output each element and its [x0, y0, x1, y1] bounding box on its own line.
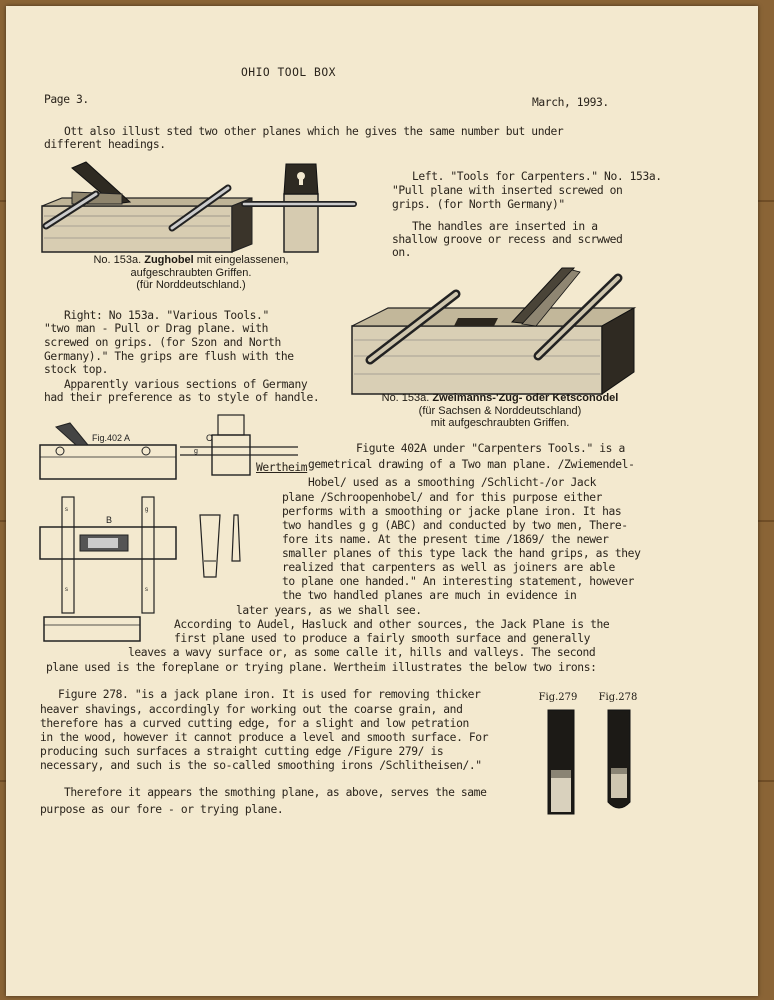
letter-s: s: [65, 587, 68, 593]
body-text: Hobel/ used as a smoothing /Schlicht-/or Jack: [308, 476, 597, 489]
letter-g: g: [145, 507, 149, 513]
caption-text: (für Sachsen & Norddeutschland): [418, 404, 582, 417]
fig278-text: therefore has a curved cutting edge, for a slight and low petration: [40, 717, 469, 730]
body-text: According to Audel, Hasluck and other sources, the Jack Plane is the: [174, 618, 610, 631]
caption-number: No. 153a.: [381, 392, 430, 404]
caption-title: Zughobel: [144, 254, 194, 266]
body-text: Figute 402A under "Carpenters Tools." is a: [356, 442, 625, 455]
letter-b: B: [106, 515, 113, 525]
right-plane-text: "two man - Pull or Drag plane. with: [44, 322, 269, 335]
zughobel-illustration: [32, 154, 372, 254]
left-plane-text: on.: [392, 246, 412, 259]
closing-text: Therefore it appears the smothing plane, as above, serves the same: [64, 786, 487, 799]
document-page: [6, 6, 758, 996]
body-text: smaller planes of this type lack the hand grips, as they: [282, 547, 641, 560]
body-text: gemetrical drawing of a Two man plane. /Zwiemendel-: [308, 458, 635, 471]
letter-s: s: [65, 507, 68, 513]
issue-date: March, 1993.: [532, 96, 609, 109]
newsletter-title: OHIO TOOL BOX: [241, 66, 336, 79]
letter-g: g: [194, 448, 198, 455]
fig278-label: Fig.278: [598, 692, 638, 703]
zweimanns-plane-illustration: [348, 256, 638, 396]
left-plane-text: grips. (for North Germany)": [392, 198, 565, 211]
fig279-label: Fig.279: [538, 692, 578, 703]
intro-line: Ott also illust sted two other planes which he gives the same number but under: [64, 125, 564, 138]
fig278-text: Figure 278. "is a jack plane iron. It is used for removing thicker: [58, 688, 481, 701]
wertheim-source-label: Wertheim: [256, 461, 308, 474]
body-text: plane /Schroopenhobel/ and for this purpose either: [282, 491, 603, 504]
left-plane-text: "Pull plane with inserted screwed on: [392, 184, 623, 197]
zweimanns-caption: [370, 392, 630, 430]
left-plane-text: shallow groove or recess and scrwwed: [392, 233, 623, 246]
body-text: realized that carpenters as well as joiners are able: [282, 561, 615, 574]
caption-title: Zweimanns-'Zug- oder Ketsconodel: [432, 392, 619, 404]
right-plane-text: stock top.: [44, 363, 109, 376]
left-plane-text: Left. "Tools for Carpenters." No. 153a.: [412, 170, 662, 183]
right-plane-text: Right: No 153a. "Various Tools.": [64, 309, 269, 322]
body-text: performs with a smoothing or jacke plane iron. It has: [282, 505, 622, 518]
caption-text: mit aufgeschraubten Griffen.: [430, 417, 570, 429]
left-plane-text: The handles are inserted in a: [412, 220, 598, 233]
fig278-text: producing such surfaces a straight cutting edge /Figure 279/ is: [40, 745, 444, 758]
body-text: plane used is the foreplane or trying plane. Wertheim illustrates the below two irons:: [46, 661, 597, 674]
plane-irons-illustration: [538, 706, 638, 816]
body-text: two handles g g (ABC) and conducted by two men, There-: [282, 519, 628, 532]
caption-text: aufgeschraubten Griffen.: [130, 266, 252, 279]
body-text: to plane one handed." An interesting statement, however: [282, 575, 635, 588]
caption-number: No. 153a.: [93, 254, 142, 266]
right-plane-text: Germany)." The grips are flush with the: [44, 350, 294, 363]
fig278-text: necessary, and such is the so-called smoothing irons /Schlitheisen/.": [40, 759, 482, 772]
right-plane-text: Apparently various sections of Germany: [64, 378, 308, 391]
closing-text: purpose as our fore - or trying plane.: [40, 803, 284, 816]
page-number: Page 3.: [44, 93, 89, 106]
fig278-text: in the wood, however it cannot produce a level and smooth surface. For: [40, 731, 489, 744]
intro-line: different headings.: [44, 138, 166, 151]
right-plane-text: screwed on grips. (for Szon and North: [44, 336, 281, 349]
body-text: leaves a wavy surface or, as some calle it, hills and valleys. The second: [128, 646, 596, 659]
fig402-label: Fig.402 A: [92, 433, 131, 443]
right-plane-text: had their preference as to style of handle.: [44, 391, 320, 404]
caption-text: mit eingelassenen,: [196, 254, 289, 266]
letter-s: s: [145, 587, 148, 593]
fig278-text: heaver shavings, accordingly for working out the coarse grain, and: [40, 703, 463, 716]
body-text: fore its name. At the present time /1869/ the newer: [282, 533, 609, 546]
body-text: the two handled planes are much in evidence in: [282, 589, 577, 602]
caption-text: (für Norddeutschland.): [136, 279, 246, 291]
body-text: later years, as we shall see.: [236, 604, 422, 617]
letter-c: C: [206, 433, 213, 443]
body-text: first plane used to produce a fairly smooth surface and generally: [174, 632, 591, 645]
zughobel-caption: [76, 254, 306, 292]
